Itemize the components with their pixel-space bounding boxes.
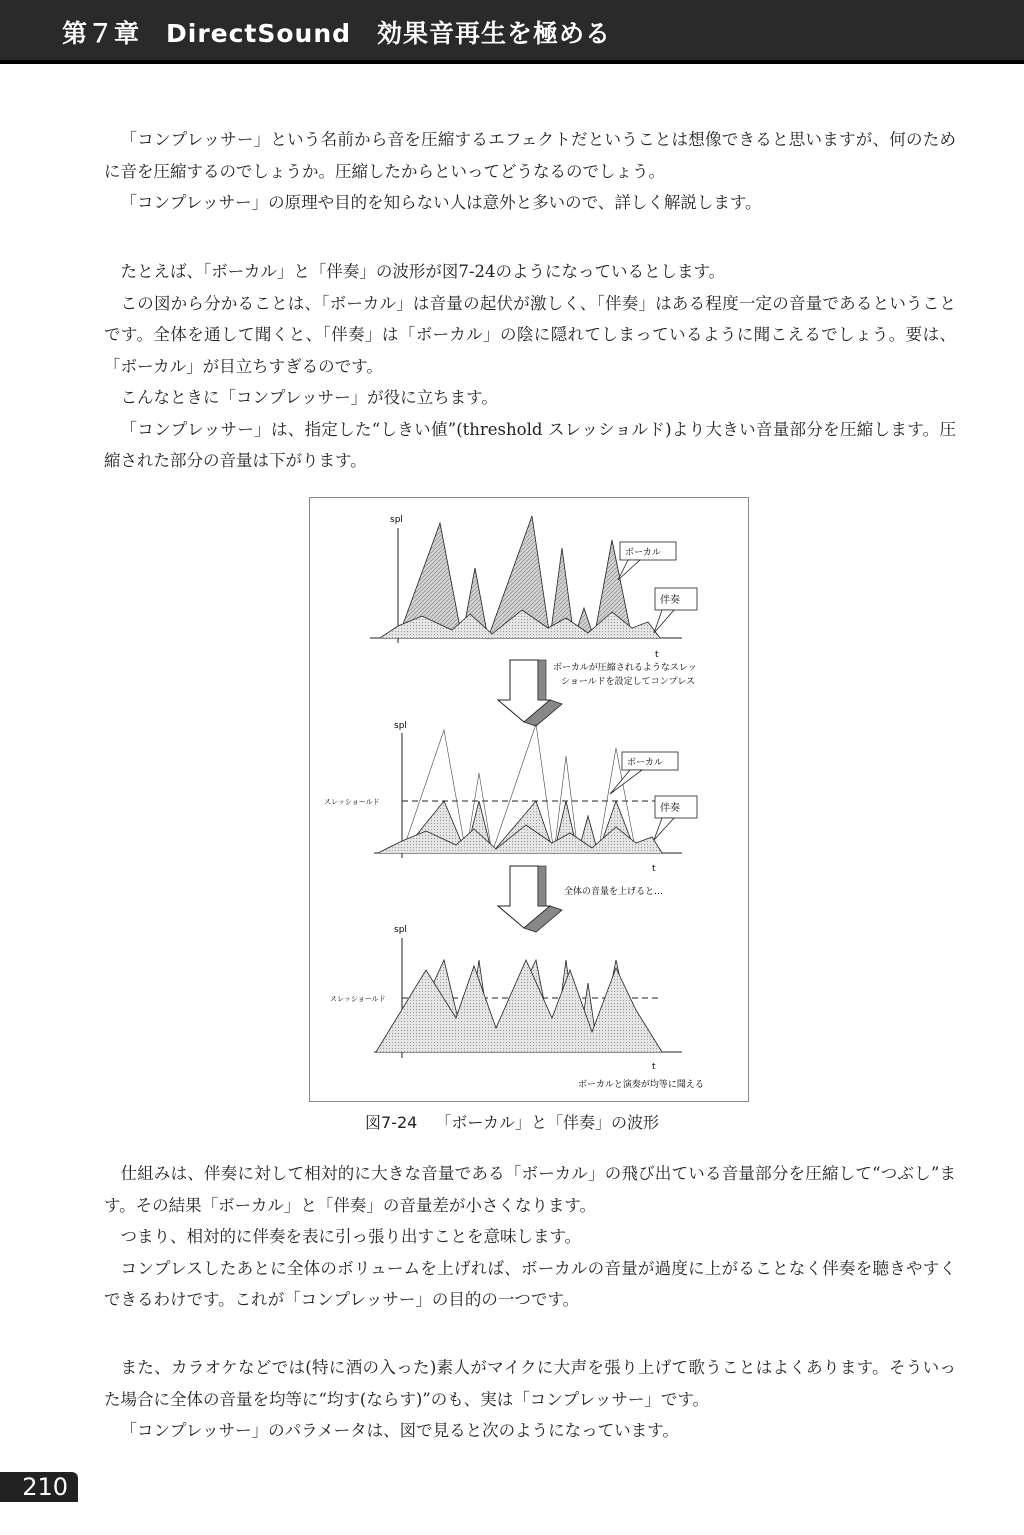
- step2-label: 全体の音量を上げると…: [564, 887, 664, 897]
- accomp-callout: [654, 588, 697, 633]
- paragraph: たとえば、「ボーカル」と「伴奏」の波形が図7-24のようになっているとします。: [120, 262, 726, 281]
- paragraph: 「コンプレッサー」という名前から音を圧縮するエフェクトだということは想像できると思いますが、何のために音を圧縮するのでしょうか。圧縮したからといってどうなるのでしょう。: [104, 130, 956, 181]
- paragraph: 「コンプレッサー」のパラメータは、図で見ると次のようになっています。: [120, 1421, 679, 1440]
- down-arrow-1: [498, 660, 697, 726]
- y-axis-label: spl: [394, 925, 407, 935]
- paragraph: コンプレスしたあとに全体のボリュームを上げれば、ボーカルの音量が過度に上がることなく伴奏を聴きやすくできるわけです。これが「コンプレッサー」の目的の一つです。: [104, 1258, 956, 1309]
- paragraph: 仕組みは、伴奏に対して相対的に大きな音量である「ボーカル」の飛び出ている音量部分を圧縮して“つぶし”ます。その結果「ボーカル」と「伴奏」の音量差が小さくなります。: [104, 1164, 956, 1215]
- panel-amplified: [330, 925, 704, 1090]
- panel-compressed: [324, 721, 697, 874]
- y-axis-label: spl: [390, 515, 403, 525]
- paragraph: この図から分かることは、「ボーカル」は音量の起伏が激しく、「伴奏」はある程度一定の音量であるということです。全体を通して聞くと、「伴奏」は「ボーカル」の陰に隠れてしまっているように聞こえるでしょう。要は、「ボーカル」が目立ちすぎるのです。: [104, 293, 956, 376]
- step1-label-line2: ショールドを設定してコンプレス: [561, 677, 696, 687]
- page-number: 210: [0, 1472, 78, 1502]
- waveform-diagram: [310, 498, 748, 1101]
- paragraph: また、カラオケなどでは(特に酒の入った)素人がマイクに大声を張り上げて歌うことはよくあります。そういった場合に全体の音量を均等に“均す(ならす)”のも、実は「コンプレッサー」です。: [104, 1358, 956, 1409]
- accomp-label: 伴奏: [660, 803, 680, 814]
- panel-original: [370, 515, 697, 660]
- caption-text: 「ボーカル」と「伴奏」の波形: [435, 1113, 659, 1132]
- x-axis-label: t: [652, 864, 656, 874]
- x-axis-label: t: [655, 650, 659, 660]
- vocal-label: ボーカル: [627, 758, 663, 768]
- threshold-label: スレッショールド: [324, 798, 380, 806]
- intro-section: [104, 124, 956, 219]
- body-section-3: [104, 1352, 956, 1447]
- down-arrow-2: [498, 866, 663, 932]
- paragraph: つまり、相対的に伴奏を表に引っ張り出すことを意味します。: [120, 1227, 582, 1246]
- paragraph: 「コンプレッサー」の原理や目的を知らない人は意外と多いので、詳しく解説します。: [120, 193, 762, 212]
- threshold-label: スレッショールド: [330, 995, 386, 1003]
- y-axis-label: spl: [394, 721, 407, 731]
- figure-caption: [0, 1110, 1024, 1133]
- caption-number: 図7-24: [364, 1113, 418, 1132]
- amplified-accomp-waveform: [376, 960, 662, 1052]
- vocal-callout: [618, 542, 676, 580]
- result-label: ボーカルと演奏が均等に聞える: [578, 1080, 704, 1090]
- chapter-header: [0, 0, 1024, 64]
- chapter-title: 第７章 DirectSound 効果音再生を極める: [62, 19, 612, 48]
- x-axis-label: t: [652, 1062, 656, 1072]
- body-section-1: [104, 256, 956, 477]
- body-section-2: [104, 1158, 956, 1316]
- vocal-label: ボーカル: [625, 548, 661, 558]
- paragraph: こんなときに「コンプレッサー」が役に立ちます。: [120, 388, 498, 407]
- accomp-callout: [654, 796, 697, 840]
- figure-7-24: [309, 497, 749, 1102]
- vocal-callout: [610, 752, 678, 794]
- step1-label-line1: ボーカルが圧縮されるようなスレッ: [553, 663, 697, 673]
- accomp-label: 伴奏: [660, 595, 680, 606]
- paragraph: 「コンプレッサー」は、指定した“しきい値”(threshold スレッショルド)より大きい音量部分を圧縮します。圧縮された部分の音量は下がります。: [104, 419, 956, 470]
